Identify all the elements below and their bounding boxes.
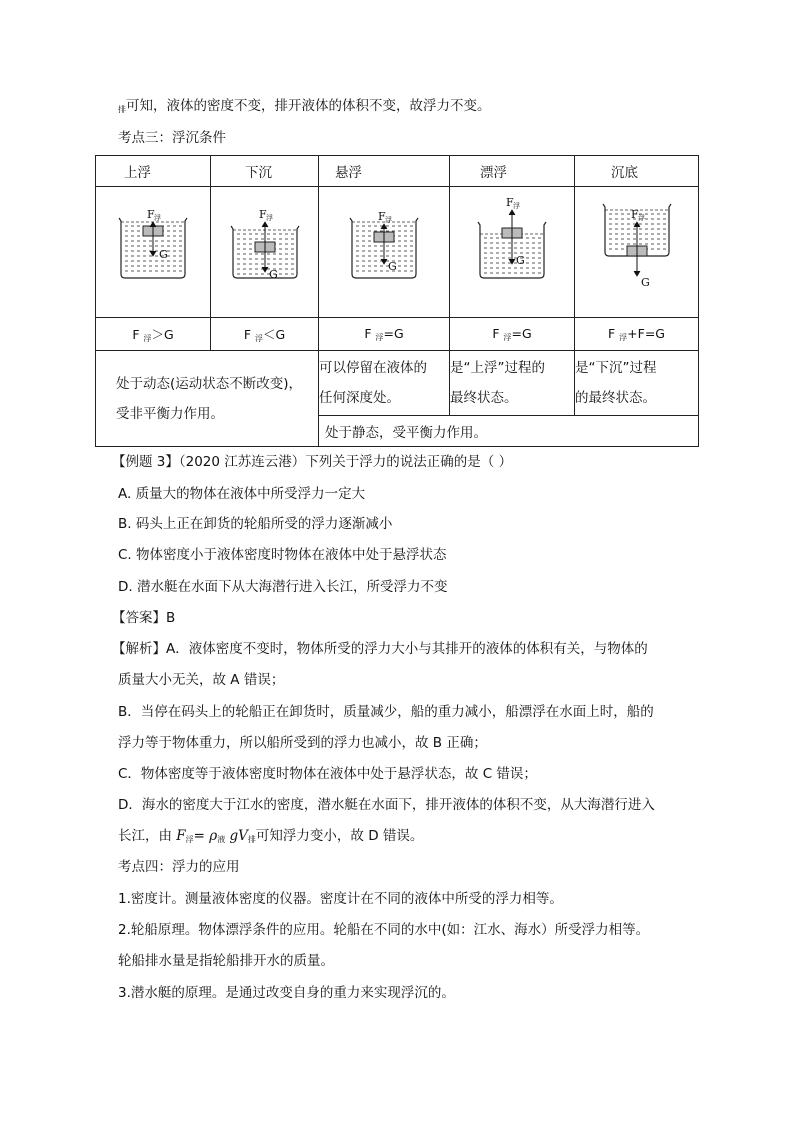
gravity-label: G	[516, 254, 525, 267]
gravity-arrowhead	[150, 251, 156, 256]
answer-line: 【答案】B	[112, 610, 176, 626]
beaker-bottom-diagram	[587, 192, 687, 312]
beaker-sink-diagram	[215, 192, 315, 312]
header-suspend: 悬浮	[335, 165, 362, 181]
application-item: 3.潜水艇的原理。是通过改变自身的重力来实现浮沉的。	[118, 985, 455, 1001]
formula-cell: F $_浮$＜G	[211, 318, 319, 351]
option-a: A. 质量大的物体在液体中所受浮力一定大	[118, 486, 366, 502]
buoyancy-label: F	[258, 208, 267, 221]
gravity-label: G	[159, 248, 168, 261]
buoyancy-arrowhead	[509, 210, 515, 215]
application-item: 1.密度计。测量液体密度的仪器。密度计在不同的液体中所受的浮力相等。	[118, 891, 563, 907]
buoyancy-label-sub: 浮	[637, 214, 645, 222]
analysis-line: 【解析】A．液体密度不变时，物体所受的浮力大小与其排开的液体的体积有关，与物体的	[112, 641, 648, 657]
buoyancy-label-sub: 浮	[513, 202, 520, 210]
header-cell	[96, 156, 211, 187]
analysis-line: D．海水的密度大于江水的密度，潜水艇在水面下，排开液体的体积不变，从大海潜行进入	[118, 797, 655, 813]
gravity-arrowhead	[262, 267, 268, 272]
buoyancy-label-sub: 浮	[154, 214, 161, 222]
buoyancy-label: F	[506, 196, 514, 209]
formula-cell: F $_浮$=G	[450, 318, 575, 351]
gravity-arrowhead	[381, 259, 387, 264]
buoyancy-label: F	[378, 210, 386, 223]
header-cell	[450, 156, 575, 187]
beaker-float-diagram	[462, 192, 562, 312]
header-bottom: 沉底	[611, 165, 638, 181]
desc-sink: 是“下沉”过程 的最终状态。	[575, 351, 699, 416]
buoyancy-arrowhead	[381, 224, 387, 229]
buoyancy-arrowhead	[150, 222, 156, 227]
formula-cell: F $_浮$=G	[319, 318, 450, 351]
buoyancy-label-sub: 浮	[265, 214, 273, 222]
desc-float: 是“上浮”过程的 最终状态。	[450, 351, 575, 416]
desc-static: 处于静态，受平衡力作用。	[319, 416, 699, 447]
intro-line	[118, 96, 491, 120]
desc-suspend: 可以停留在液体的 任何深度处。	[319, 351, 450, 416]
table-header-row	[96, 156, 699, 187]
header-float: 漂浮	[480, 165, 507, 181]
header-cell	[319, 156, 450, 187]
analysis-line: 质量大小无关，故 A 错误；	[118, 672, 285, 688]
section4-title: 考点四：浮力的应用	[118, 859, 240, 875]
buoyancy-arrowhead	[262, 222, 268, 227]
analysis-formula-line: 长江，由 $F_浮= \rho_液$ $gV_排$可知浮力变小，故 D 错误。	[118, 828, 424, 844]
analysis-line: 浮力等于物体重力，所以船所受到的浮力也减小，故 B 正确；	[118, 735, 487, 751]
intro-text: 可知，液体的密度不变，排开液体的体积不变，故浮力不变。	[126, 98, 491, 114]
gravity-arrowhead	[634, 271, 640, 276]
header-sink: 下沉	[245, 165, 272, 181]
analysis-line: B．当停在码头上的轮船正在卸货时，质量减少，船的重力减小，船漂浮在水面上时，船的	[118, 704, 654, 720]
table-formula-row	[96, 318, 699, 351]
application-item: 2.轮船原理。物体漂浮条件的应用。轮船在不同的水中(如：江水、海水）所受浮力相等。	[118, 922, 650, 938]
formula-cell: F $_浮$+F=G	[575, 318, 699, 351]
formula-cell: F $_浮$＞G	[96, 318, 211, 351]
buoyancy-label-sub: 浮	[385, 216, 392, 224]
beaker-suspend-diagram	[334, 192, 434, 312]
section3-title: 考点三：浮沉条件	[118, 130, 226, 146]
option-d: D. 潜水艇在水面下从大海潜行进入长江，所受浮力不变	[118, 579, 448, 595]
desc-dynamic: 处于动态(运动状态不断改变)， 受非平衡力作用。	[96, 351, 319, 447]
gravity-label: G	[640, 276, 650, 289]
example-title: 【例题 3】（2020 江苏连云港）下列关于浮力的说法正确的是（ ）	[112, 454, 513, 470]
buoyancy-arrowhead	[634, 222, 640, 227]
buoyancy-label: F	[147, 208, 155, 221]
option-c: C. 物体密度小于液体密度时物体在液体中处于悬浮状态	[118, 547, 447, 563]
header-rise: 上浮	[124, 165, 151, 181]
float-sink-table	[95, 155, 699, 447]
table-desc-row	[96, 351, 699, 416]
table-figure-row	[96, 187, 699, 318]
header-cell	[211, 156, 319, 187]
beaker-rise-diagram	[103, 192, 203, 312]
application-item: 轮船排水量是指轮船排开水的质量。	[118, 953, 334, 969]
buoyancy-label: F	[630, 208, 639, 221]
intro-subscript: 排	[118, 105, 126, 114]
option-b: B. 码头上正在卸货的轮船所受的浮力逐渐减小	[118, 516, 393, 532]
header-cell	[575, 156, 699, 187]
gravity-label: G	[268, 268, 278, 281]
gravity-label: G	[388, 260, 397, 273]
analysis-line: C．物体密度等于液体密度时物体在液体中处于悬浮状态，故 C 错误；	[118, 766, 537, 782]
